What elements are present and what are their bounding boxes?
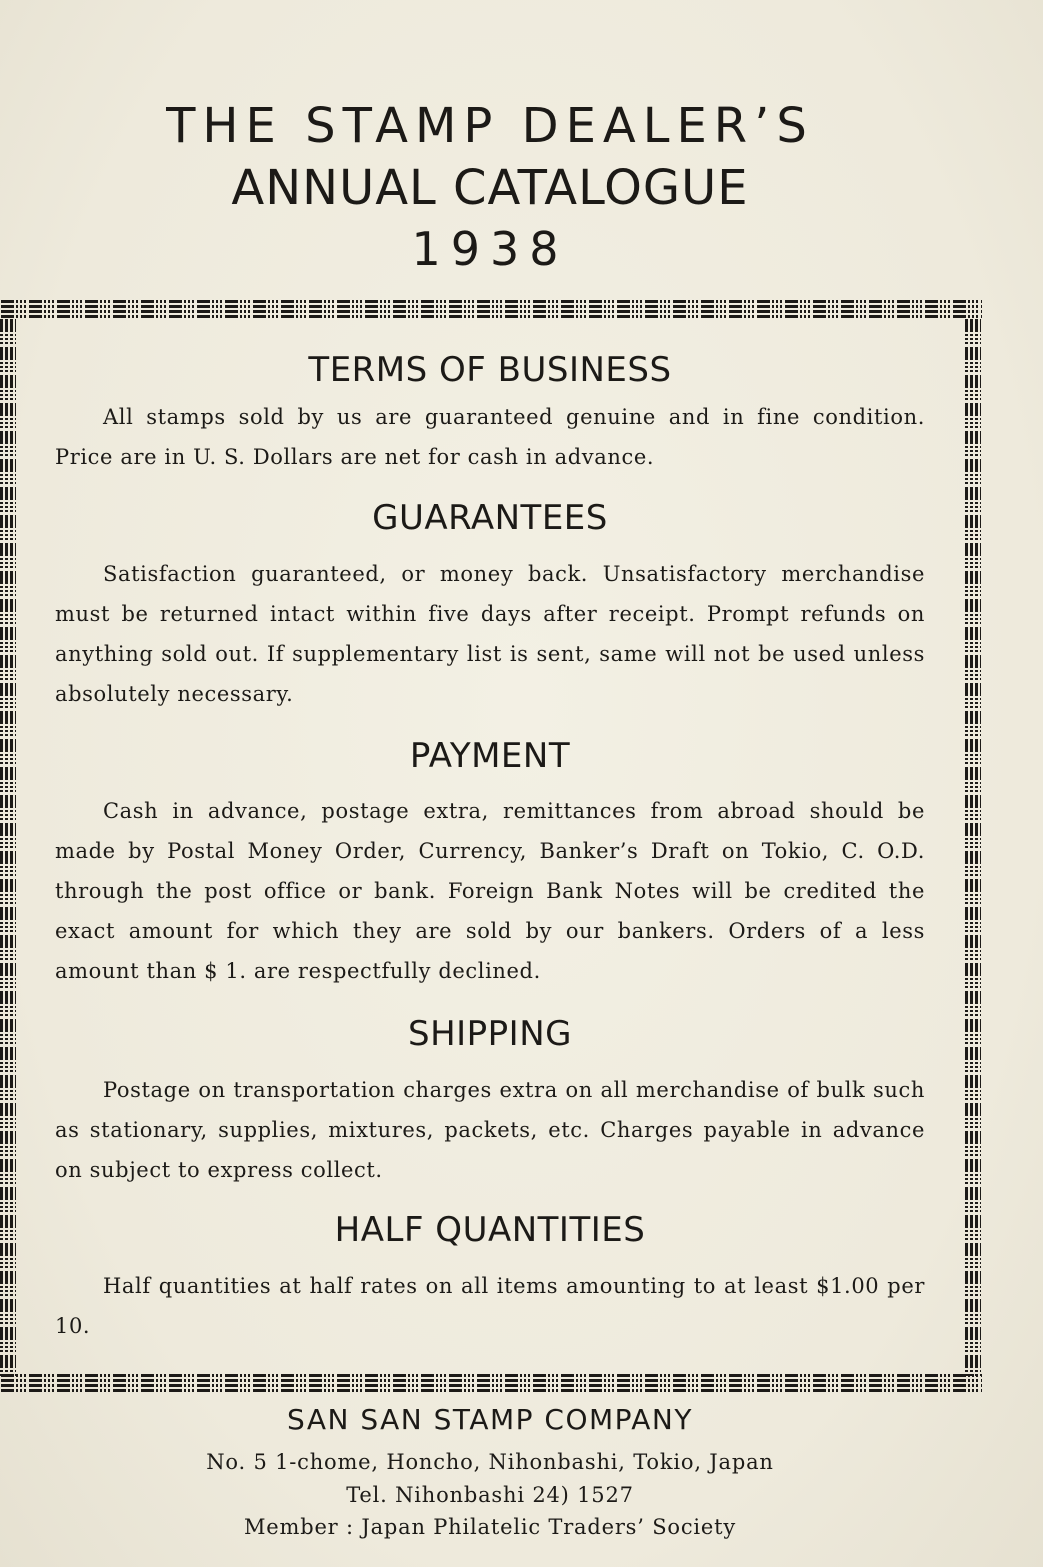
section-body-shipping: Postage on transportation charges extra on all merchandise of bulk such as stationary, supplies, mixtures, packets, etc. Charges payable in advance on subject to express collect.: [55, 1078, 925, 1182]
company-address: No. 5 1-chome, Honcho, Nihonbashi, Tokio, Japan: [206, 1450, 774, 1474]
section-heading-payment: PAYMENT: [409, 736, 571, 776]
company-name: SAN SAN STAMP COMPANY: [287, 1403, 693, 1436]
decorative-border-right: [965, 318, 981, 1376]
decorative-border-bottom: [0, 1374, 982, 1394]
catalogue-title-line2: ANNUAL CATALOGUE: [231, 160, 749, 216]
catalogue-year: 1938: [411, 222, 569, 276]
company-membership: Member : Japan Philatelic Traders’ Society: [243, 1515, 737, 1539]
section-body-terms: All stamps sold by us are guaranteed genuine and in fine condition. Price are in U. S. Dollars are net for cash in advance.: [55, 405, 925, 469]
section-heading-guarantees: GUARANTEES: [372, 498, 608, 538]
section-heading-shipping: SHIPPING: [408, 1014, 572, 1054]
company-telephone: Tel. Nihonbashi 24) 1527: [346, 1483, 634, 1507]
decorative-border-left: [0, 318, 16, 1376]
section-heading-terms: TERMS OF BUSINESS: [308, 350, 672, 390]
section-body-guarantees: Satisfaction guaranteed, or money back. Unsatisfactory merchandise must be returned intact within five days after receipt. Prompt refunds on anything sold out. If supplementary list is sent, same will not be used unless absolutely necessary.: [55, 562, 925, 706]
section-heading-half-quantities: HALF QUANTITIES: [334, 1210, 646, 1250]
catalogue-title-line1: THE STAMP DEALER’S: [166, 98, 814, 154]
section-body-payment: Cash in advance, postage extra, remittances from abroad should be made by Postal Money Order, Currency, Banker’s Draft on Tokio, C. O.D. through the post office or bank. Foreign Bank Notes will be credited the exact amount for which they are sold by our bankers. Orders of a less amount than $ 1. are respectfully declined.: [55, 799, 925, 983]
section-body-half-quantities: Half quantities at half rates on all items amounting to at least $1.00 per 10.: [55, 1274, 925, 1338]
decorative-border-top: [0, 300, 982, 320]
